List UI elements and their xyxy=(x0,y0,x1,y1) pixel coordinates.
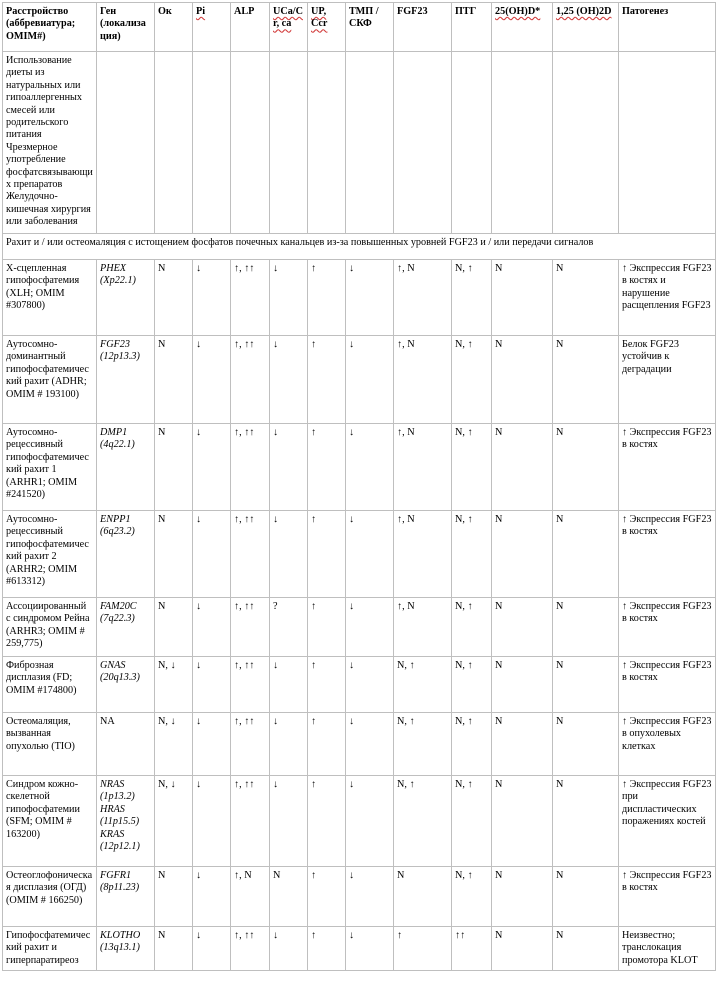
cell-pth: N, ↑ xyxy=(452,260,492,336)
cell-disorder: Синдром кожно-скелетной гипофосфатемии (SFM; OMIM # 163200) xyxy=(3,776,97,867)
cell-vd25: N xyxy=(492,927,553,971)
cell-disorder: Фиброзная дисплазия (FD; OMIM #174800) xyxy=(3,657,97,713)
cell-pth: N, ↑ xyxy=(452,336,492,424)
cell-gene: NA xyxy=(97,713,155,776)
cell-uca: ↓ xyxy=(270,776,308,867)
cell-vd125: N xyxy=(553,927,619,971)
cell-vd125: N xyxy=(553,336,619,424)
cell-fgf23: ↑, N xyxy=(394,598,452,657)
cell-alp: ↑, ↑↑ xyxy=(231,657,270,713)
cell-disorder: X-сцепленная гипофосфатемия (XLH; OMIM #307800) xyxy=(3,260,97,336)
cell-vd25: N xyxy=(492,511,553,598)
cell-fgf23: ↑, N xyxy=(394,424,452,511)
phosphate-disorders-table xyxy=(2,2,716,971)
cell-pth: N, ↑ xyxy=(452,598,492,657)
cell-pathogenesis: ↑ Экспрессия FGF23 в костях xyxy=(619,598,716,657)
cell-pth: N, ↑ xyxy=(452,657,492,713)
cell-up: ↑ xyxy=(308,713,346,776)
header-row xyxy=(3,3,716,52)
cell-vd125: N xyxy=(553,713,619,776)
cell-alp: ↑, ↑↑ xyxy=(231,511,270,598)
cell-gene: KLOTHO (13q13.1) xyxy=(97,927,155,971)
header-pathogenesis: Патогенез xyxy=(619,3,716,52)
cell-vd25: N xyxy=(492,260,553,336)
header-up: UP, Ccr xyxy=(308,3,346,52)
cell-disorder: Аутосомно-доминантный гипофосфатемический рахит (ADHR; OMIM # 193100) xyxy=(3,336,97,424)
cell-uca: ↓ xyxy=(270,927,308,971)
cell-disorder: Ассоциированный с синдромом Рейна (ARHR3; OMIM # 259,775) xyxy=(3,598,97,657)
cell-pi: ↓ xyxy=(193,776,231,867)
cell-pathogenesis: Белок FGF23 устойчив к деградации xyxy=(619,336,716,424)
table-row xyxy=(3,336,716,424)
header-vd25: 25(OH)D* xyxy=(492,3,553,52)
table-row xyxy=(3,776,716,867)
cell-up: ↑ xyxy=(308,776,346,867)
cell-gene: FAM20C (7q22.3) xyxy=(97,598,155,657)
cell-pathogenesis: ↑ Экспрессия FGF23 при диспластических поражениях костей xyxy=(619,776,716,867)
cell-alp: ↑, ↑↑ xyxy=(231,260,270,336)
table-row xyxy=(3,867,716,927)
header-pi: Pi xyxy=(193,3,231,52)
cell-uca: ? xyxy=(270,598,308,657)
table-row xyxy=(3,511,716,598)
cell-tmp: ↓ xyxy=(346,713,394,776)
cell-disorder: Аутосомно-рецессивный гипофосфатемический рахит 2 (ARHR2; OMIM #613312) xyxy=(3,511,97,598)
cell-tmp: ↓ xyxy=(346,867,394,927)
header-disorder: Расстройство (аббревиатура; OMIM#) xyxy=(3,3,97,52)
cell-alp: ↑, ↑↑ xyxy=(231,776,270,867)
cell-gene: FGFR1 (8p11.23) xyxy=(97,867,155,927)
cell-fgf23: ↑, N xyxy=(394,260,452,336)
diet-cause-1: Использование диеты из натуральных или гипоаллергенных смесей или родительского питания xyxy=(6,55,82,141)
cell-vd25: N xyxy=(492,867,553,927)
cell-pi: ↓ xyxy=(193,657,231,713)
header-fgf23: FGF23 xyxy=(394,3,452,52)
cell-gene: FGF23 (12p13.3) xyxy=(97,336,155,424)
cell-up: ↑ xyxy=(308,867,346,927)
cell-ca: N xyxy=(155,927,193,971)
cell-vd25: N xyxy=(492,776,553,867)
header-alp: ALP xyxy=(231,3,270,52)
cell-pathogenesis: ↑ Экспрессия FGF23 в костях xyxy=(619,511,716,598)
cell-uca: ↓ xyxy=(270,713,308,776)
table-row xyxy=(3,927,716,971)
cell-up: ↑ xyxy=(308,657,346,713)
cell-up: ↑ xyxy=(308,511,346,598)
cell-pi: ↓ xyxy=(193,424,231,511)
cell-pi: ↓ xyxy=(193,511,231,598)
diet-row xyxy=(3,52,716,234)
diet-cause-3: Желудочно-кишечная хирургия или заболевания xyxy=(6,191,91,228)
diet-causes-cell xyxy=(3,52,97,234)
cell-alp: ↑, ↑↑ xyxy=(231,927,270,971)
cell-pathogenesis: ↑ Экспрессия FGF23 в опухолевых клетках xyxy=(619,713,716,776)
cell-pth: N, ↑ xyxy=(452,713,492,776)
cell-vd125: N xyxy=(553,657,619,713)
diet-cause-2: Чрезмерное употребление фосфатсвязывающих препаратов xyxy=(6,141,93,191)
header-ca: Ок xyxy=(155,3,193,52)
cell-up: ↑ xyxy=(308,598,346,657)
cell-fgf23: N, ↑ xyxy=(394,776,452,867)
cell-vd125: N xyxy=(553,867,619,927)
cell-uca: ↓ xyxy=(270,657,308,713)
cell-ca: N xyxy=(155,511,193,598)
cell-fgf23: ↑, N xyxy=(394,511,452,598)
section-title: Рахит и / или остеомаляция с истощением фосфатов почечных канальцев из-за повышенных уровней FGF23 и / или передачи сигналов xyxy=(3,234,716,260)
cell-up: ↑ xyxy=(308,336,346,424)
cell-pth: N, ↑ xyxy=(452,424,492,511)
cell-alp: ↑, ↑↑ xyxy=(231,424,270,511)
cell-tmp: ↓ xyxy=(346,511,394,598)
cell-up: ↑ xyxy=(308,260,346,336)
cell-tmp: ↓ xyxy=(346,260,394,336)
cell-uca: ↓ xyxy=(270,260,308,336)
cell-ca: N xyxy=(155,336,193,424)
cell-disorder: Остеомаляция, вызванная опухолью (TIO) xyxy=(3,713,97,776)
cell-gene: PHEX (Xp22.1) xyxy=(97,260,155,336)
table-row xyxy=(3,713,716,776)
cell-ca: N xyxy=(155,260,193,336)
header-tmp: ТМП / СКФ xyxy=(346,3,394,52)
cell-uca: ↓ xyxy=(270,336,308,424)
cell-alp: ↑, ↑↑ xyxy=(231,598,270,657)
cell-vd125: N xyxy=(553,424,619,511)
cell-vd125: N xyxy=(553,260,619,336)
table-row xyxy=(3,657,716,713)
cell-vd125: N xyxy=(553,598,619,657)
cell-ca: N xyxy=(155,598,193,657)
cell-tmp: ↓ xyxy=(346,927,394,971)
cell-gene: NRAS (1p13.2) HRAS (11p15.5) KRAS (12p12.1) xyxy=(97,776,155,867)
table-row xyxy=(3,598,716,657)
cell-vd25: N xyxy=(492,713,553,776)
cell-pi: ↓ xyxy=(193,867,231,927)
cell-disorder: Гипофосфатемический рахит и гиперпаратиреоз xyxy=(3,927,97,971)
cell-ca: N, ↓ xyxy=(155,657,193,713)
cell-tmp: ↓ xyxy=(346,424,394,511)
cell-ca: N xyxy=(155,867,193,927)
cell-disorder: Аутосомно-рецессивный гипофосфатемический рахит 1 (ARHR1; OMIM #241520) xyxy=(3,424,97,511)
cell-alp: ↑, ↑↑ xyxy=(231,336,270,424)
cell-pathogenesis: ↑ Экспрессия FGF23 в костях xyxy=(619,657,716,713)
cell-uca: ↓ xyxy=(270,511,308,598)
cell-fgf23: N, ↑ xyxy=(394,713,452,776)
cell-pathogenesis: ↑ Экспрессия FGF23 в костях xyxy=(619,867,716,927)
cell-tmp: ↓ xyxy=(346,657,394,713)
cell-pth: N, ↑ xyxy=(452,867,492,927)
table-row xyxy=(3,260,716,336)
cell-fgf23: ↑ xyxy=(394,927,452,971)
cell-pth: N, ↑ xyxy=(452,511,492,598)
cell-tmp: ↓ xyxy=(346,336,394,424)
cell-vd25: N xyxy=(492,598,553,657)
section-row xyxy=(3,234,716,260)
cell-tmp: ↓ xyxy=(346,776,394,867)
cell-vd25: N xyxy=(492,424,553,511)
cell-up: ↑ xyxy=(308,927,346,971)
cell-up: ↑ xyxy=(308,424,346,511)
cell-pi: ↓ xyxy=(193,927,231,971)
cell-pth: N, ↑ xyxy=(452,776,492,867)
cell-pth: ↑↑ xyxy=(452,927,492,971)
cell-fgf23: N, ↑ xyxy=(394,657,452,713)
cell-vd125: N xyxy=(553,511,619,598)
cell-vd25: N xyxy=(492,336,553,424)
cell-ca: N, ↓ xyxy=(155,776,193,867)
cell-ca: N xyxy=(155,424,193,511)
header-vd125: 1,25 (OH)2D xyxy=(553,3,619,52)
cell-uca: N xyxy=(270,867,308,927)
cell-gene: DMP1 (4q22.1) xyxy=(97,424,155,511)
cell-disorder: Остеоглофоническая дисплазия (ОГД) (OMIM # 166250) xyxy=(3,867,97,927)
cell-fgf23: ↑, N xyxy=(394,336,452,424)
cell-gene: ENPP1 (6q23.2) xyxy=(97,511,155,598)
cell-vd125: N xyxy=(553,776,619,867)
cell-vd25: N xyxy=(492,657,553,713)
cell-tmp: ↓ xyxy=(346,598,394,657)
cell-pi: ↓ xyxy=(193,598,231,657)
cell-uca: ↓ xyxy=(270,424,308,511)
header-uca: UCa/Cr, ca xyxy=(270,3,308,52)
cell-pathogenesis: Неизвестно; транслокация промотора KLOT xyxy=(619,927,716,971)
cell-pi: ↓ xyxy=(193,336,231,424)
cell-pi: ↓ xyxy=(193,260,231,336)
cell-pathogenesis: ↑ Экспрессия FGF23 в костях и нарушение расщепления FGF23 xyxy=(619,260,716,336)
cell-alp: ↑, N xyxy=(231,867,270,927)
header-gene: Ген (локализация) xyxy=(97,3,155,52)
cell-alp: ↑, ↑↑ xyxy=(231,713,270,776)
cell-ca: N, ↓ xyxy=(155,713,193,776)
cell-fgf23: N xyxy=(394,867,452,927)
cell-pi: ↓ xyxy=(193,713,231,776)
cell-pathogenesis: ↑ Экспрессия FGF23 в костях xyxy=(619,424,716,511)
header-pth: ПТГ xyxy=(452,3,492,52)
cell-gene: GNAS (20q13.3) xyxy=(97,657,155,713)
table-row xyxy=(3,424,716,511)
